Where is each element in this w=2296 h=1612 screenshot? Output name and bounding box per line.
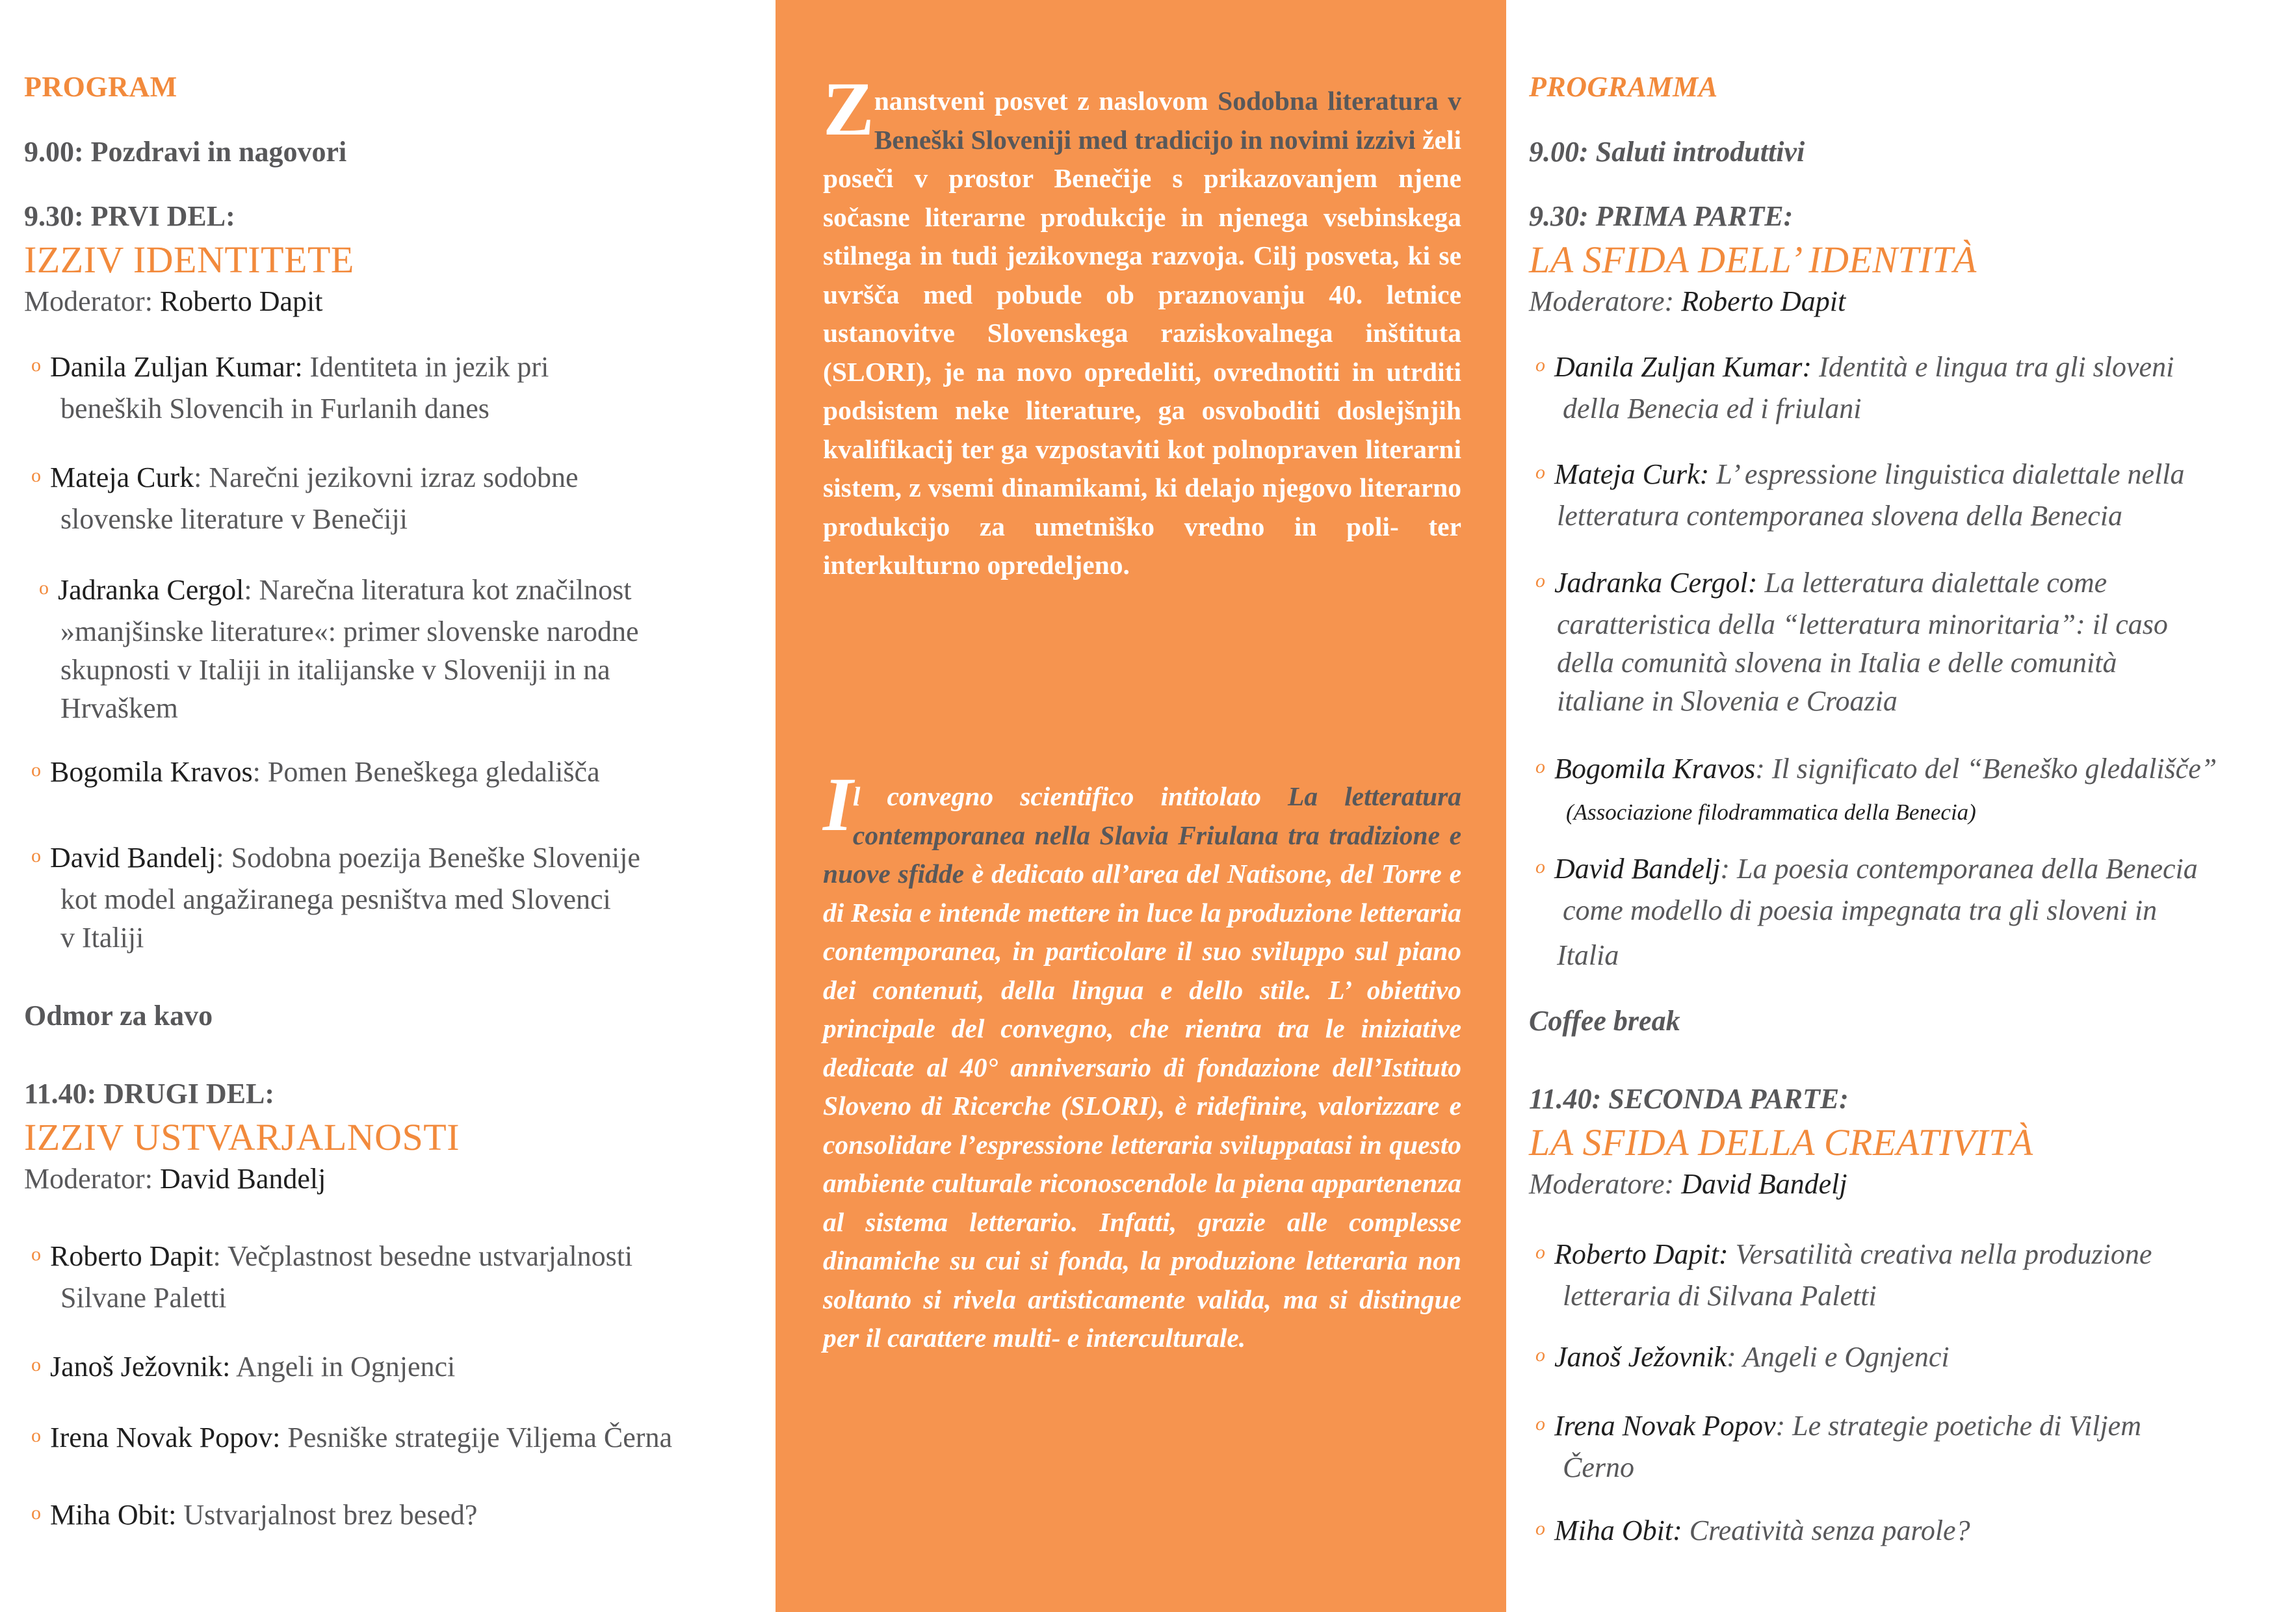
talk-title: della comunità slovena in Italia e delle comunità [1557,647,2117,679]
talk-title: : Angeli e Ognjenci [1727,1341,1950,1373]
speaker-name: Irena Novak Popov: [50,1422,281,1453]
part2-label: 11.40: SECONDA PARTE: [1529,1083,1849,1115]
moderator-name: David Bandelj [159,1163,326,1195]
speaker-name: Mateja Curk [50,462,194,493]
list-item [31,458,579,538]
intro-panel [776,0,1506,1612]
conference-title: Sodobna literatura v Beneški Sloveniji med tradicijo in novimi izzivi [874,86,1461,155]
speaker-name: David Bandelj [50,842,216,874]
opening-session: 9.00: Pozdravi in nagovori [24,136,347,168]
talk-title: italiane in Slovenia e Croazia [1557,685,1898,717]
bullet-icon: o [1535,1344,1545,1366]
intro-text: želi poseči v prostor Benečije s prikazovanjem njene sočasne literarne produkcije in njenega vsebinskega stilnega in tudi jezikovnega razvoja. Cilj posveta, ki se uvršča med pobude ob praznovanju 40. letnice ustanovitve Slovenskega raziskovalnega inštituta (SLORI), je na novo opredeliti, ovrednotiti in utrditi podsistem neke literature, ga osvoboditi doslejšnjih kvalifikacij ter ga vzpostaviti kot polnopraven literarni sistem, z vsemi dinamikami, ki delajo njegovo literarno produkcijo za umetniško vredno in poli- ter interkulturno opredeljeno. [823,124,1461,580]
talk-title: : Sodobna poezija Beneške Slovenije [216,842,640,874]
speaker-name: Bogomila Kravos [50,756,253,788]
list-item [31,838,640,957]
talk-title: : Pomen Beneškega gledališča [252,756,600,788]
bullet-icon: o [1535,856,1545,878]
moderator-label: Moderator: [24,1163,160,1195]
list-item [31,1418,672,1460]
intro-text: è dedicato all’area del Natisone, del Torre e di Resia e intende mettere in luce la produzione letteraria contemporanea, in particolare il suo sviluppo sul piano dei contenuti, della lingua e dello stile. L’ obiettivo principale del convegno, che rientra tra le iniziative dedicate al 40° anniversario di fondazione dell’Istituto Sloveno di Ricerche (SLORI), è ridefinire, valorizzare e consolidare l’espressione letteraria sviluppatasi in questo ambiente culturale riconoscendole la piena appartenenza al sistema letterario. Infatti, grazie alle complesse dinamiche su cui si fonda, la produzione letteraria non soltanto si rivela artisticamente valida, ma si distingue per il carattere multi- e interculturale. [823,859,1462,1353]
part1-title: LA SFIDA DELL’ IDENTITÀ [1529,239,1977,281]
drop-cap: I [823,762,853,847]
speaker-name: Mateja Curk: [1554,458,1710,490]
talk-title: caratteristica della “letteratura minoritaria”: il caso [1557,608,2168,640]
bullet-icon: o [31,1243,41,1265]
part1-label: 9.30: PRIMA PARTE: [1529,200,1794,232]
list-item [31,1237,633,1317]
bullet-icon: o [31,1502,41,1524]
coffee-break: Coffee break [1529,1005,1680,1037]
part1-moderator [1529,285,1846,318]
talk-title: letteratura contemporanea slovena della Benecia [1557,500,2122,532]
talk-title: Identità e lingua tra gli sloveni [1812,351,2174,383]
talk-title: Identiteta in jezik pri [302,351,549,383]
list-item [31,753,600,794]
bullet-icon: o [1535,570,1545,592]
list-item [39,571,639,727]
list-item [1535,749,2217,831]
conference-title: La letteratura contemporanea nella Slavia Friulana tra tradizione e nuove sfidde [823,781,1461,889]
talk-title: Silvane Paletti [60,1282,227,1314]
list-item [1535,1338,1950,1379]
moderator-name: Roberto Dapit [1681,285,1846,317]
talk-title: della Benecia ed i friulani [1563,393,1862,424]
talk-title: Hrvaškem [60,692,178,724]
talk-title: slovenske literature v Benečiji [60,503,408,535]
talk-title: Ustvarjalnost brez besed? [176,1499,478,1531]
list-item [1535,1235,2152,1315]
speaker-name: Miha Obit: [50,1499,177,1531]
list-item [1535,850,2198,982]
coffee-break: Odmor za kavo [24,1000,213,1032]
bullet-icon: o [1535,1242,1545,1263]
intro-text: nanstveni posvet z naslovom [874,86,1218,116]
talk-title: Černo [1563,1451,1634,1483]
speaker-name: Bogomila Kravos [1554,753,1756,785]
moderator-name: Roberto Dapit [159,285,323,317]
list-item [1535,1511,1970,1553]
list-item [1535,564,2168,720]
talk-title: »manjšinske literature«: primer slovenske narodne [60,616,639,647]
bullet-icon: o [31,845,41,866]
talk-title: : Narečna literatura kot značilnost [244,574,632,606]
list-item [1535,1407,2141,1487]
speaker-name: Danila Zuljan Kumar: [50,351,303,383]
talk-title: : Le strategie poetiche di Viljem [1775,1410,2141,1442]
list-item [31,1496,477,1537]
part1-moderator [24,285,322,318]
bullet-icon: o [31,354,41,376]
talk-title: Pesniške strategije Viljema Černa [280,1422,672,1453]
speaker-name: Janoš Ježovnik: [50,1351,231,1383]
part2-moderator [1529,1167,1847,1201]
program-label: PROGRAMMA [1529,71,1718,103]
talk-title: Versatilità creativa nella produzione [1728,1238,2152,1270]
moderator-label: Moderatore: [1529,1168,1682,1200]
part2-title: IZZIV USTVARJALNOSTI [24,1116,460,1158]
intro-slovene [823,66,1461,585]
moderator-label: Moderatore: [1529,285,1682,317]
talk-title: La letteratura dialettale come [1757,567,2107,599]
talk-title: letteraria di Silvana Paletti [1563,1280,1877,1312]
bullet-icon: o [39,577,49,599]
talk-title: Italia [1557,939,1619,971]
program-it [1506,0,2296,1612]
talk-title: L’ espressione linguistica dialettale nella [1709,458,2185,490]
speaker-name: Roberto Dapit: [1554,1238,1729,1270]
talk-title: skupnosti v Italiji in italijanske v Sloveniji in na [60,654,610,686]
talk-title: : Narečni jezikovni izraz sodobne [194,462,579,493]
bullet-icon: o [1535,1413,1545,1435]
list-item [1535,348,2174,428]
speaker-name: Jadranka Cergol [58,574,244,606]
bullet-icon: o [31,1354,41,1375]
bullet-icon: o [31,465,41,486]
intro-italian [823,762,1462,1358]
talk-title: Angeli in Ognjenci [230,1351,456,1383]
bullet-icon: o [1535,462,1545,483]
speaker-name: Jadranka Cergol: [1554,567,1758,599]
bullet-icon: o [31,759,41,781]
speaker-name: Danila Zuljan Kumar: [1554,351,1812,383]
bullet-icon: o [1535,756,1545,777]
list-item [1535,455,2185,535]
talk-title: : Večplastnost besedne ustvarjalnosti [213,1240,633,1272]
intro-text: l convegno scientifico intitolato [852,781,1288,811]
talk-title: : Il significato del “Beneško gledališče” [1755,753,2217,785]
part2-title: LA SFIDA DELLA CREATIVITÀ [1529,1121,2033,1164]
moderator-label: Moderator: [24,285,160,317]
program-label: PROGRAM [24,71,177,103]
speaker-name: Roberto Dapit [50,1240,213,1272]
part1-title: IZZIV IDENTITETE [24,239,354,281]
opening-session: 9.00: Saluti introduttivi [1529,136,1805,168]
talk-title: come modello di poesia impegnata tra gli sloveni in [1563,894,2158,926]
part2-moderator [24,1162,326,1195]
bullet-icon: o [1535,1518,1545,1539]
list-item [31,348,549,428]
speaker-name: Miha Obit: [1554,1514,1682,1546]
list-item [31,1347,455,1389]
part2-label: 11.40: DRUGI DEL: [24,1078,275,1110]
talk-title: beneških Slovencih in Furlanih danes [60,393,489,424]
drop-cap: Z [823,66,874,151]
talk-title: v Italiji [60,922,144,954]
speaker-name: David Bandelj [1554,853,1721,885]
part1-label: 9.30: PRVI DEL: [24,200,235,232]
talk-note: (Associazione filodrammatica della Benecia) [1566,800,1976,825]
talk-title: : La poesia contemporanea della Benecia [1720,853,2198,885]
speaker-name: Janoš Ježovnik [1554,1341,1727,1373]
bullet-icon: o [1535,354,1545,376]
bullet-icon: o [31,1425,41,1446]
talk-title: kot model angažiranega pesništva med Slovenci [60,883,611,915]
talk-title: Creatività senza parole? [1682,1514,1970,1546]
speaker-name: Irena Novak Popov [1554,1410,1776,1442]
moderator-name: David Bandelj [1681,1168,1847,1200]
program-sl [0,0,774,1612]
